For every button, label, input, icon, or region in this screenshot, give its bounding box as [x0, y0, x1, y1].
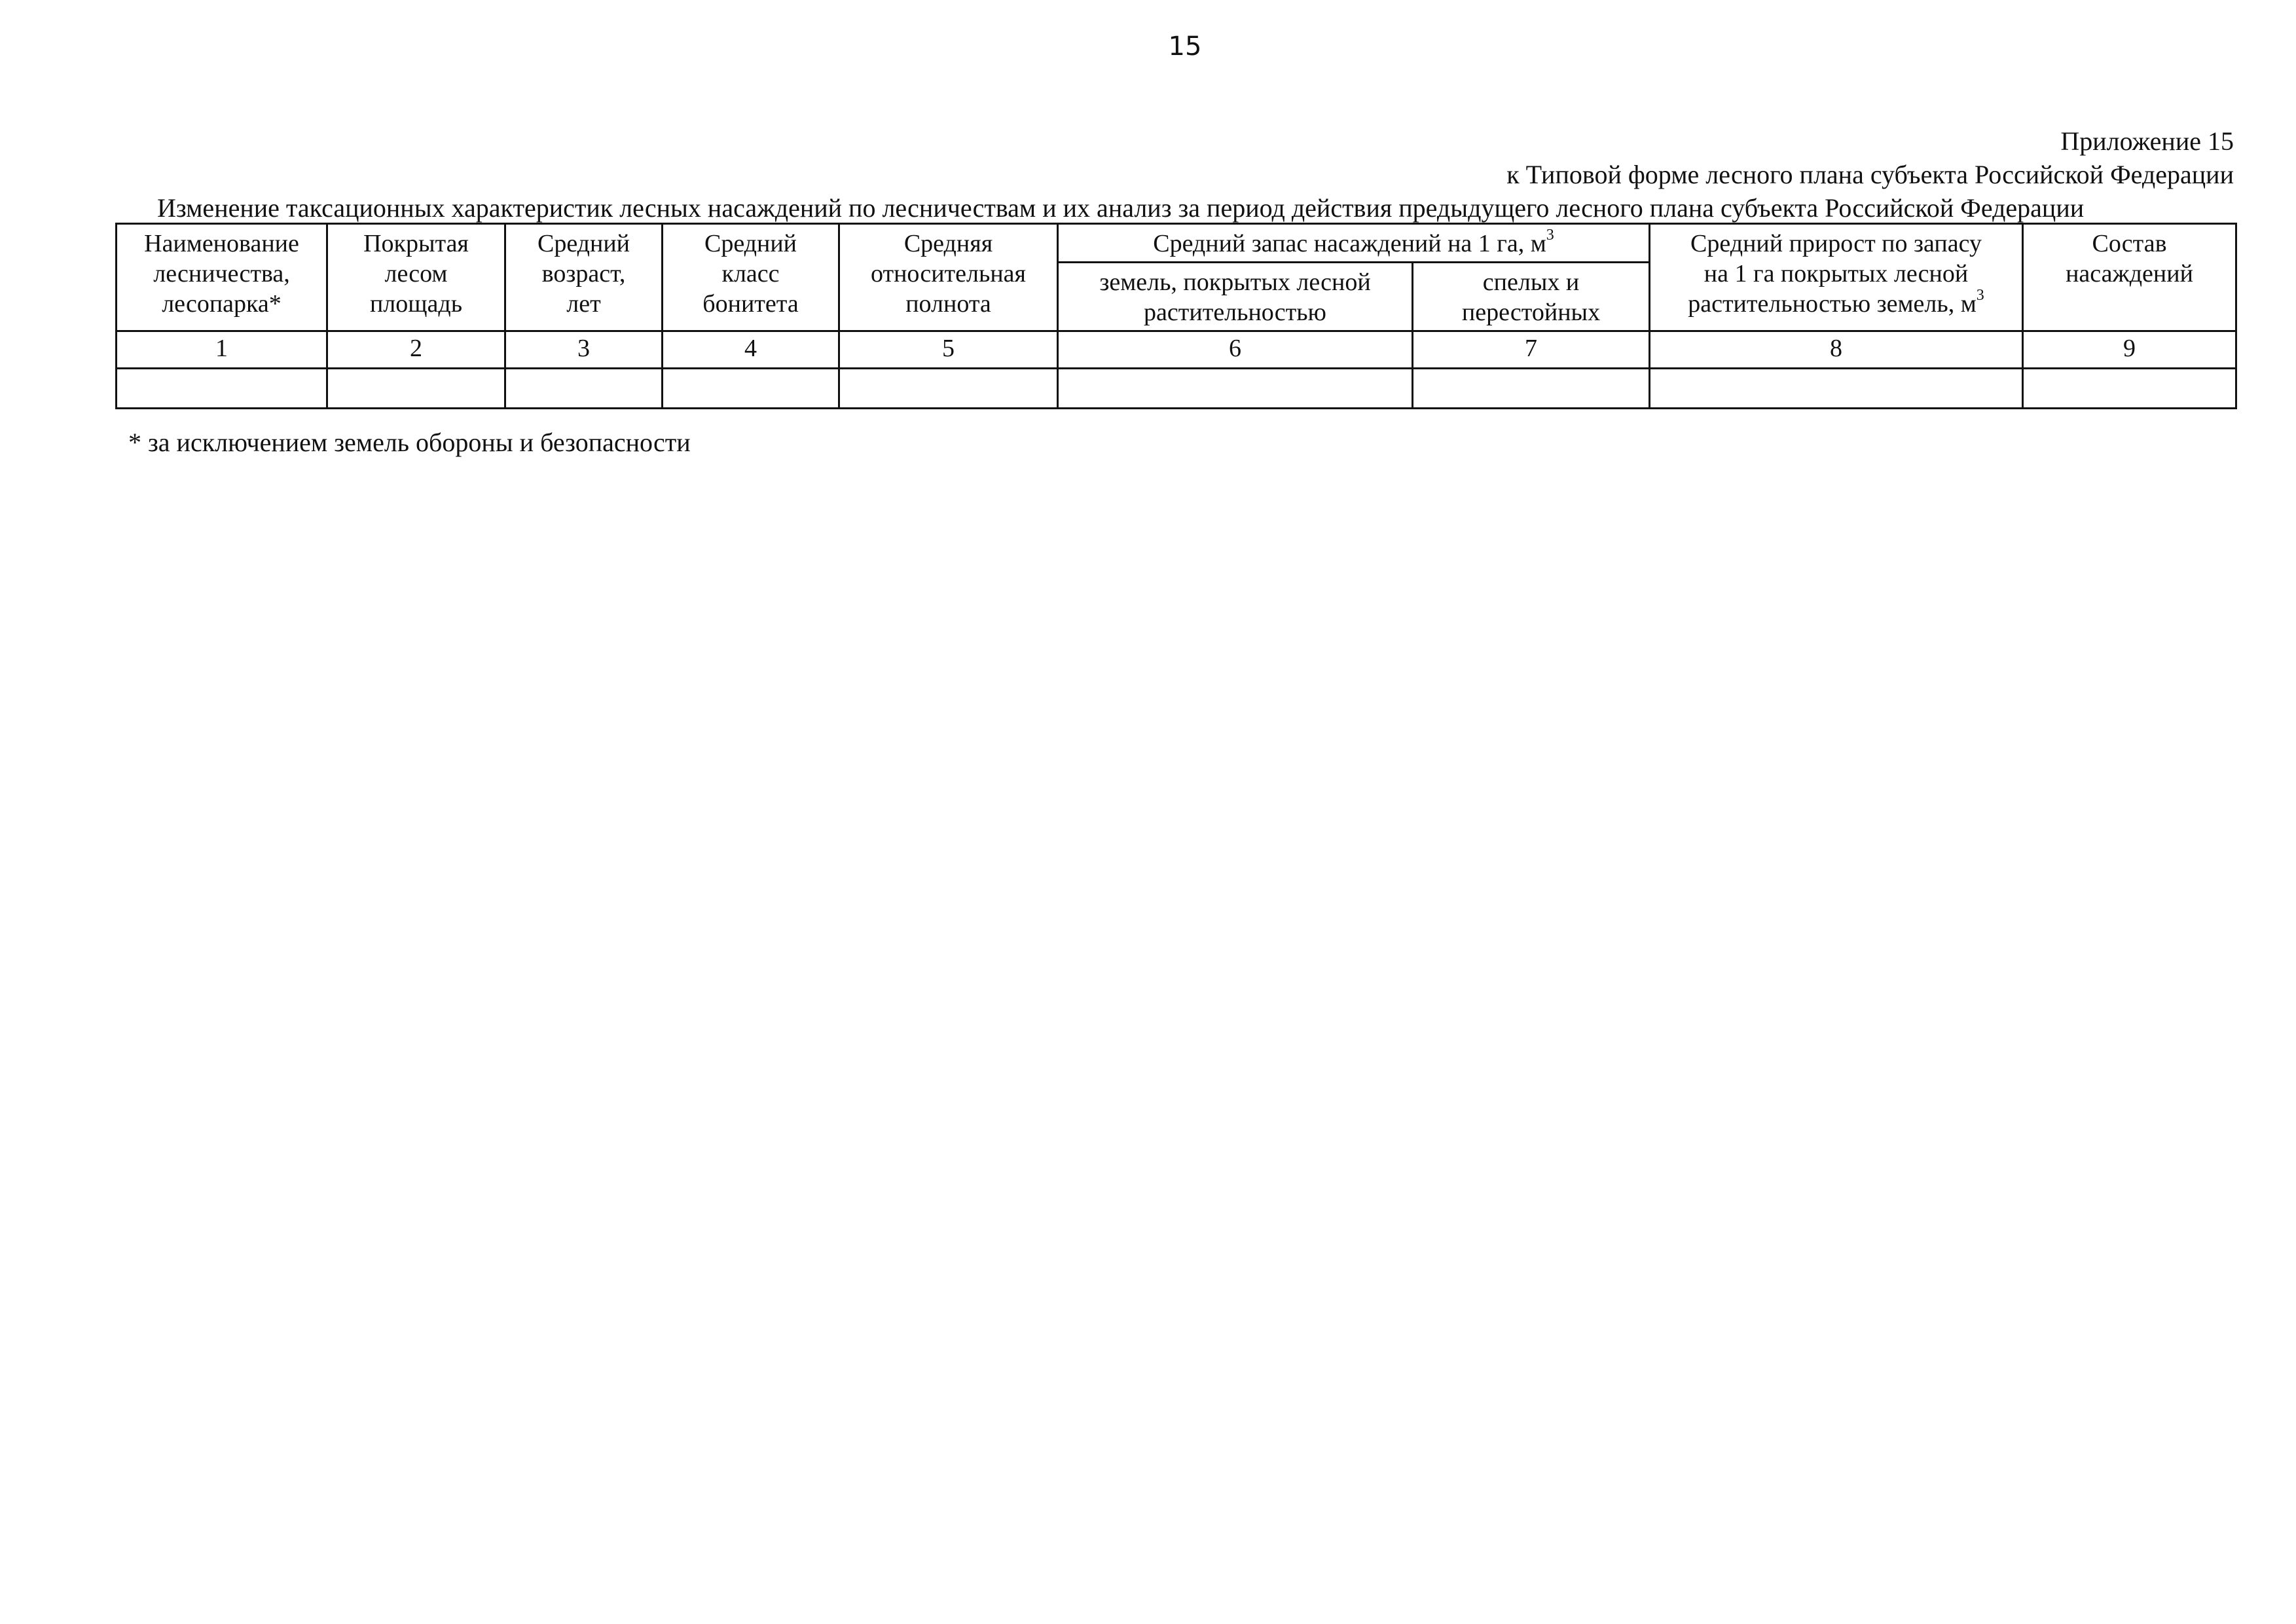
column-number: 3 — [505, 331, 663, 369]
document-title: Изменение таксационных характеристик лесных насаждений по лесничествам и их анализ за период действия предыдущего лесного плана субъекта Российской Федерации — [157, 193, 2085, 223]
page-number: 15 — [1168, 31, 1202, 62]
table-cell[interactable] — [327, 369, 505, 409]
appendix-label: Приложение 15 — [2060, 126, 2234, 156]
footnote: * за исключением земель обороны и безопасности — [128, 428, 691, 457]
header-average-stock-group: Средний запас насаждений на 1 га, $м^3$ — [1058, 224, 1650, 263]
column-number: 4 — [663, 331, 839, 369]
header-stock-covered-lands: земель, покрытых лесной растительностью — [1058, 263, 1413, 331]
table-cell[interactable] — [117, 369, 327, 409]
column-number: 2 — [327, 331, 505, 369]
column-number-row — [117, 331, 2236, 369]
table-cell[interactable] — [2023, 369, 2236, 409]
header-stock-mature: спелых и перестойных — [1413, 263, 1650, 331]
header-forestry-name: Наименование лесничества, лесопарка* — [117, 224, 327, 331]
table-row — [117, 369, 2236, 409]
column-number: 7 — [1413, 331, 1650, 369]
column-number: 6 — [1058, 331, 1413, 369]
header-stand-composition: Состав насаждений — [2023, 224, 2236, 331]
table-cell[interactable] — [839, 369, 1058, 409]
column-number: 8 — [1650, 331, 2023, 369]
table-cell[interactable] — [1413, 369, 1650, 409]
column-number: 5 — [839, 331, 1058, 369]
table-cell[interactable] — [505, 369, 663, 409]
column-number: 1 — [117, 331, 327, 369]
column-number: 9 — [2023, 331, 2236, 369]
header-relative-density: Средняя относительная полнота — [839, 224, 1058, 331]
header-row-1 — [117, 224, 2236, 263]
header-forest-area: Покрытая лесом площадь — [327, 224, 505, 331]
header-average-age: Средний возраст, лет — [505, 224, 663, 331]
table-cell[interactable] — [663, 369, 839, 409]
appendix-reference: к Типовой форме лесного плана субъекта Российской Федерации — [1506, 160, 2234, 189]
taxation-table — [115, 223, 2237, 409]
table-cell[interactable] — [1650, 369, 2023, 409]
header-bonitet-class: Средний класс бонитета — [663, 224, 839, 331]
table-cell[interactable] — [1058, 369, 1413, 409]
header-average-growth: Средний прирост по запасу на 1 га покрытых лесной растительностью земель, $м^3$ — [1650, 224, 2023, 331]
